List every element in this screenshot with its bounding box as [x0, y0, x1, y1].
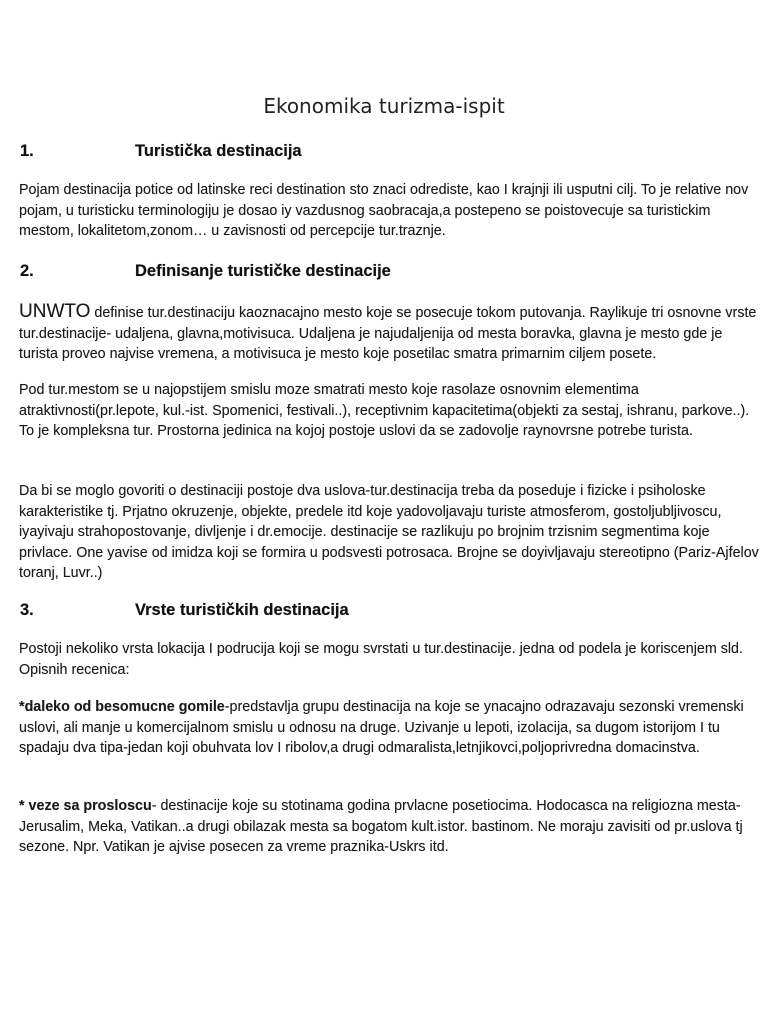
paragraph: Pojam destinacija potice od latinske reci destination sto znaci odrediste, kao I krajnji ili usputni cilj. To je relative nov pojam, u turisticku terminologiju je dosao iy vazdusnog saobracaja,a postepeno se poistovecuje sa turistickim mestom, lokalitetom,zonom… u zavisnosti od percepcije tur.traznje.	[19, 182, 749, 240]
paragraph: Postoji nekoliko vrsta lokacija I podrucija koji se mogu svrstati u tur.destinacije. jedna od podela je koriscenjem sld. Opisnih recenica:	[19, 641, 743, 678]
unwto-acronym: UNWTO	[19, 301, 91, 322]
list-item-lead: *daleko od besomucne gomile	[19, 699, 225, 715]
section-number: 2.	[20, 262, 34, 280]
section-title: Vrste turističkih destinacija	[135, 601, 349, 619]
section-number: 3.	[20, 601, 34, 619]
list-item	[19, 796, 759, 858]
section-title: Definisanje turističke destinacije	[135, 262, 391, 280]
section-title: Turistička destinacija	[135, 142, 302, 160]
list-item-text: - destinacije koje su stotinama godina prvlacne posetiocima. Hodocasca na religiozna mesta- Jerusalim, Meka, Vatikan..a drugi obilazak mesta sa bogatom kult.istor. bastinom. Ne moraju zavisiti od pr.uslova tj sezone. Npr. Vatikan je ajvise posecen za vreme praznika-Uskrs itd.	[19, 798, 743, 856]
list-item-lead: * veze sa prosloscu	[19, 798, 152, 814]
document-title: Ekonomika turizma-ispit	[263, 94, 505, 118]
list-item-text: -predstavlja grupu destinacija na koje se ynacajno odrazavaju sezonski vremenski uslovi, ali manje u komercijalnom smislu u odnosu na druge. Uzivanje u lepoti, izolacija, sa dugom istorijom I tu spadaju dva tipa-jedan koji obuhvata lov I ribolov,a drugi odmaralista,letnjikovci,poljoprivredna domacinstva.	[19, 699, 744, 757]
paragraph-text: definise tur.destinaciju kaoznacajno mesto koje se posecuje tokom putovanja. Raylikuje tri osnovne vrste tur.destinacije- udaljena, glavna,motivisuca. Udaljena je najudaljenija od mesta boravka, glavna je mesto gde je turista proveo najvise vremena, a motivisuca je mesto koje posetilac smatra primarnim ciljem posete.	[19, 305, 757, 363]
paragraph: Pod tur.mestom se u najopstijem smislu moze smatrati mesto koje rasolaze osnovnim elementima atraktivnosti(pr.lepote, kul.-ist. Spomenici, festivali..), receptivnim kapacitetima(objekti za sestaj, ishranu, parkove..). To je kompleksna tur. Prostorna jedinica na kojoj postoje uslovi da se zadovolje raynovrsne potrebe turista.	[19, 382, 750, 440]
section-number: 1.	[20, 142, 34, 160]
list-item	[19, 697, 759, 759]
paragraph-unwto	[19, 302, 759, 365]
paragraph: Da bi se moglo govoriti o destinaciji postoje dva uslova-tur.destinacija treba da poseduje i fizicke i psiholoske karakteristike tj. Prjatno okruzenje, objekte, predele itd koje yadovoljavaju turiste atmosferom, gostoljubljivoscu, iyayivaju strahopostovanje, divljenje i dr.emocije. destinacije se razlikuju po brojnim trzisnim segmentima koje privlace. One yavise od imidza koji se formira u podsvesti potrosaca. Brojne se doyivljavaju stereotipno (Pariz-Ajfelov toranj, Luvr..)	[19, 483, 759, 582]
